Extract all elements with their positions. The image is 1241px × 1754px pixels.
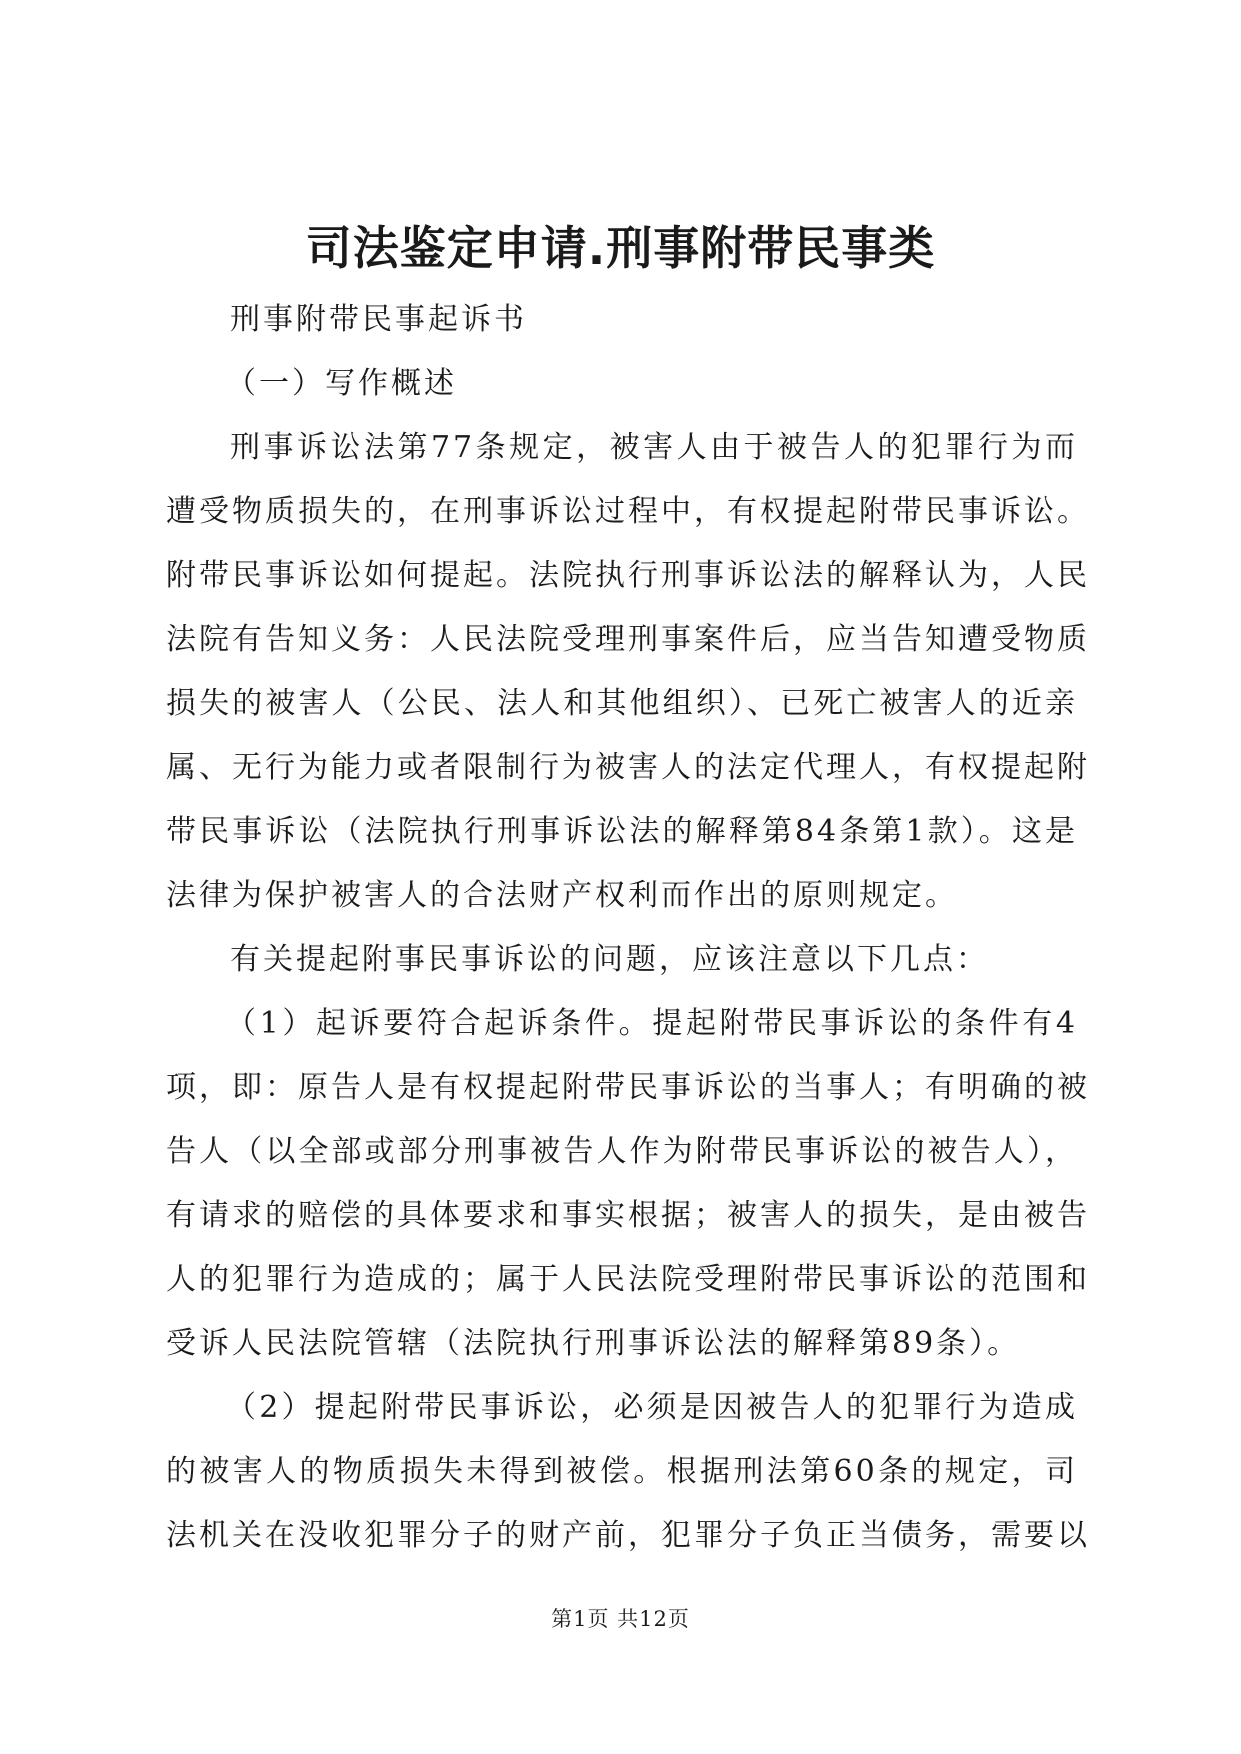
document-body <box>166 288 1090 1568</box>
body-line: 法机关在没收犯罪分子的财产前，犯罪分子负正当债务，需要以 <box>166 1518 1090 1553</box>
body-line: 告人（以全部或部分刑事被告人作为附带民事诉讼的被告人）， <box>166 1134 1078 1169</box>
body-line: 受诉人民法院管辖（法院执行刑事诉讼法的解释第89条）。 <box>166 1326 1021 1361</box>
body-line-section-heading: （一）写作概述 <box>226 366 457 401</box>
body-line-subtitle: 刑事附带民事起诉书 <box>230 302 527 337</box>
body-line: 人的犯罪行为造成的；属于人民法院受理附带民事诉讼的范围和 <box>166 1262 1090 1297</box>
body-line: 带民事诉讼（法院执行刑事诉讼法的解释第84条第1款）。这是 <box>166 814 1078 849</box>
body-line: 刑事诉讼法第77条规定，被害人由于被告人的犯罪行为而 <box>230 430 1078 465</box>
body-line: 遭受物质损失的，在刑事诉讼过程中，有权提起附带民事诉讼。 <box>166 494 1090 529</box>
body-line: （1）起诉要符合起诉条件。提起附带民事诉讼的条件有4 <box>226 1006 1078 1041</box>
body-line: 附带民事诉讼如何提起。法院执行刑事诉讼法的解释认为，人民 <box>166 558 1090 593</box>
document-title: 司法鉴定申请.刑事附带民事类 <box>305 221 936 275</box>
body-line: （2）提起附带民事诉讼，必须是因被告人的犯罪行为造成 <box>226 1390 1078 1425</box>
body-line: 法律为保护被害人的合法财产权利而作出的原则规定。 <box>166 878 958 913</box>
body-line: 的被害人的物质损失未得到被偿。根据刑法第60条的规定，司 <box>166 1454 1078 1489</box>
body-line: 项，即：原告人是有权提起附带民事诉讼的当事人；有明确的被 <box>166 1070 1090 1105</box>
body-line: 有关提起附事民事诉讼的问题，应该注意以下几点： <box>230 942 989 977</box>
body-line: 有请求的赔偿的具体要求和事实根据；被害人的损失，是由被告 <box>166 1198 1090 1233</box>
body-line: 属、无行为能力或者限制行为被害人的法定代理人，有权提起附 <box>166 750 1090 785</box>
page-indicator: 第1页 共12页 <box>551 1607 690 1631</box>
body-line: 法院有告知义务：人民法院受理刑事案件后，应当告知遭受物质 <box>166 622 1090 657</box>
body-line: 损失的被害人（公民、法人和其他组织）、已死亡被害人的近亲 <box>166 686 1078 721</box>
